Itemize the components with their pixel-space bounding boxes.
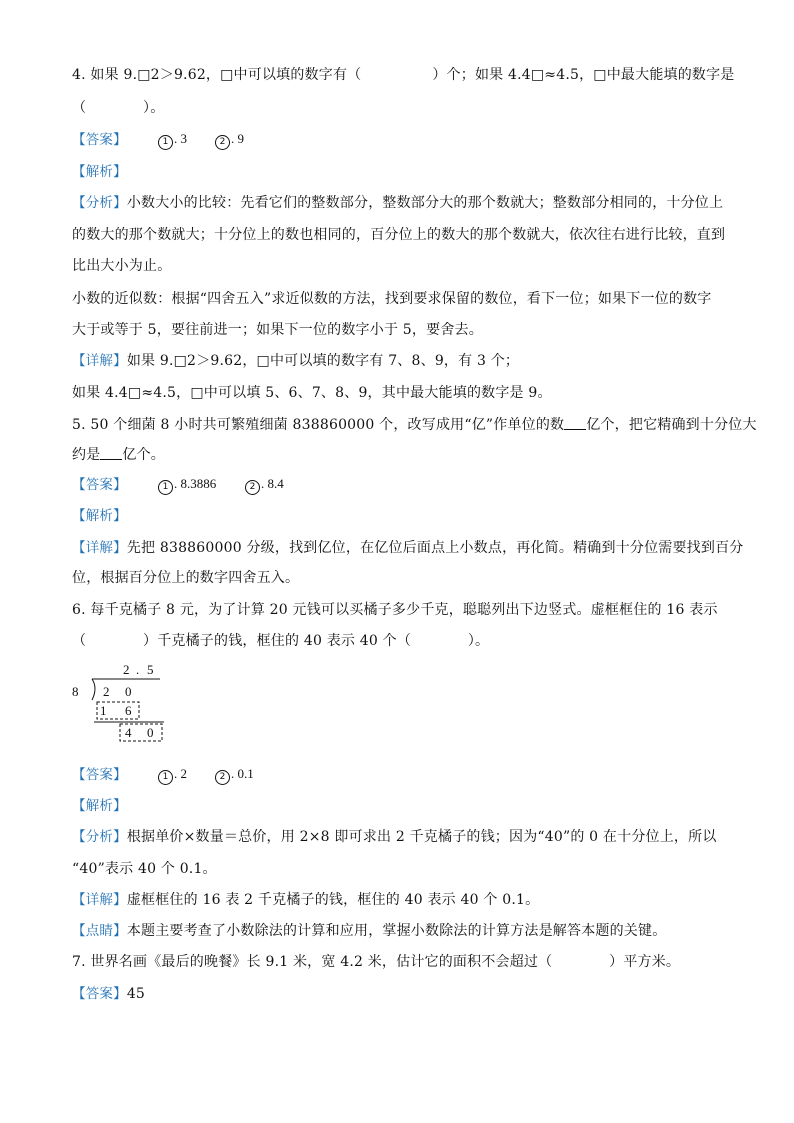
q6-stem-line2: （ ）千克橘子的钱，框住的 40 表示 40 个（ ）。 [72, 633, 490, 649]
answer-tag: 【答案】 [72, 132, 127, 148]
q6-stem-line1: 6. 每千克橘子 8 元，为了计算 20 元钱可以买橘子多少千克，聪聪列出下边竖式。虚框框住的 16 表示 [72, 602, 718, 618]
q5-stem-text: 亿个，把它精确到十分位大 [586, 417, 757, 433]
q4-analysis-heading [72, 163, 732, 181]
xiangjie-text: 先把 838860000 分级，找到亿位，在亿位后面点上小数点，再化简。精确到十分位需要找到百分 [126, 540, 744, 556]
q6-dianjing-line1 [72, 922, 732, 940]
q7-answer-row [72, 985, 732, 1003]
analysis-tag: 【解析】 [72, 164, 127, 180]
answer-value: . 3 [174, 131, 187, 146]
q6-answer-2 [215, 766, 254, 785]
answer-value: 45 [126, 986, 146, 1002]
answer-value: . 9 [231, 131, 244, 146]
q6-answer-1 [158, 766, 187, 785]
dianjing-text: 本题主要考查了小数除法的计算和应用，掌握小数除法的计算方法是解答本题的关键。 [126, 923, 667, 939]
q4-xiangjie-line1 [72, 352, 732, 370]
remainder-digit: 4 [125, 725, 132, 740]
q6-fenxi-line1 [72, 828, 732, 846]
circled-number-icon: 2 [215, 770, 230, 785]
q5-xiangjie-line1 [72, 539, 744, 557]
q5-analysis-heading [72, 507, 732, 525]
xiangjie-text: 如果 9.□2＞9.62，□中可以填的数字有 7、8、9，有 3 个； [126, 353, 520, 369]
q6-fenxi-line2: “40”表示 40 个 0.1。 [72, 861, 217, 877]
q5-stem-text: 约是 [72, 447, 101, 463]
product-digit: 6 [125, 703, 132, 718]
fill-blank [564, 417, 586, 430]
quotient-decimal: 5 [147, 662, 154, 677]
analysis-tag: 【解析】 [72, 508, 127, 524]
answer-tag: 【答案】 [72, 767, 127, 783]
q4-fenxi-line2: 的数大的那个数就大；十分位上的数也相同的，百分位上的数大的那个数就大，依次往右进行比较，直到 [72, 227, 726, 243]
xiangjie-text: 虚框框住的 16 表 2 千克橘子的钱，框住的 40 表示 40 个 0.1。 [126, 892, 540, 908]
answer-value: . 8.3886 [174, 476, 217, 491]
q5-stem-line2 [72, 446, 732, 464]
q4-fenxi-line3: 比出大小为止。 [72, 258, 172, 274]
dianjing-tag: 【点睛】 [72, 923, 127, 939]
circled-number-icon: 2 [215, 135, 230, 150]
fill-blank [100, 447, 122, 460]
q6-xiangjie-line1 [72, 891, 732, 909]
dividend-digit: 2 [103, 684, 110, 699]
long-division-figure [70, 660, 180, 750]
q4-fenxi-line1 [72, 194, 732, 212]
answer-tag: 【答案】 [72, 477, 127, 493]
q7-stem-line1: 7. 世界名画《最后的晚餐》长 9.1 米，宽 4.2 米，估计它的面积不会超过（ ）平方米。 [72, 954, 681, 970]
quotient-dot: . [136, 662, 140, 677]
circled-number-icon: 1 [158, 480, 173, 495]
answer-value: . 2 [174, 766, 187, 781]
analysis-tag: 【解析】 [72, 798, 127, 814]
q4-answer-1 [158, 131, 187, 150]
circled-number-icon: 2 [245, 480, 260, 495]
answer-value: . 8.4 [261, 476, 284, 491]
q4-stem-line1: 4. 如果 9.□2＞9.62，□中可以填的数字有（ ）个；如果 4.4□≈4.5，□中最大能填的数字是 [72, 67, 735, 83]
remainder-digit: 0 [147, 725, 154, 740]
q4-answer-2 [215, 131, 244, 150]
circled-number-icon: 1 [158, 770, 173, 785]
fenxi-text: 小数大小的比较：先看它们的整数部分，整数部分大的那个数就大；整数部分相同的，十分位上 [126, 195, 724, 211]
answer-tag: 【答案】 [72, 986, 127, 1002]
q5-xiangjie-line2: 位，根据百分位上的数字四舍五入。 [72, 570, 300, 586]
xiangjie-tag: 【详解】 [72, 353, 127, 369]
fenxi-text: 根据单价×数量＝总价，用 2×8 即可求出 2 千克橘子的钱；因为“40”的 0 在十分位上，所以 [126, 829, 717, 845]
q4-fenxi-line5: 大于或等于 5，要往前进一；如果下一位的数字小于 5，要舍去。 [72, 322, 483, 338]
fenxi-tag: 【分析】 [72, 195, 127, 211]
circled-number-icon: 1 [158, 135, 173, 150]
divisor: 8 [72, 684, 79, 699]
xiangjie-tag: 【详解】 [72, 540, 127, 556]
q6-analysis-heading [72, 797, 732, 815]
fenxi-tag: 【分析】 [72, 829, 127, 845]
quotient-integer: 2 [123, 662, 130, 677]
q5-answer-2 [245, 476, 284, 495]
product-digit: 1 [100, 703, 107, 718]
q5-answer-1 [158, 476, 216, 495]
xiangjie-tag: 【详解】 [72, 892, 127, 908]
q5-stem-text: 亿个。 [122, 447, 166, 463]
q4-fenxi-line4: 小数的近似数：根据“四舍五入”求近似数的方法，找到要求保留的数位，看下一位；如果下一位的数字 [72, 291, 712, 307]
dividend-digit: 0 [125, 684, 132, 699]
q5-stem-text: 5. 50 个细菌 8 小时共可繁殖细菌 838860000 个，改写成用“亿”作单位的数 [72, 417, 565, 433]
q4-xiangjie-line2: 如果 4.4□≈4.5，□中可以填 5、6、7、8、9，其中最大能填的数字是 9。 [72, 385, 552, 401]
q4-stem-line2: （ ）。 [72, 100, 165, 116]
division-bracket [92, 679, 95, 700]
q5-stem-line1 [72, 416, 757, 434]
answer-value: . 0.1 [231, 766, 254, 781]
